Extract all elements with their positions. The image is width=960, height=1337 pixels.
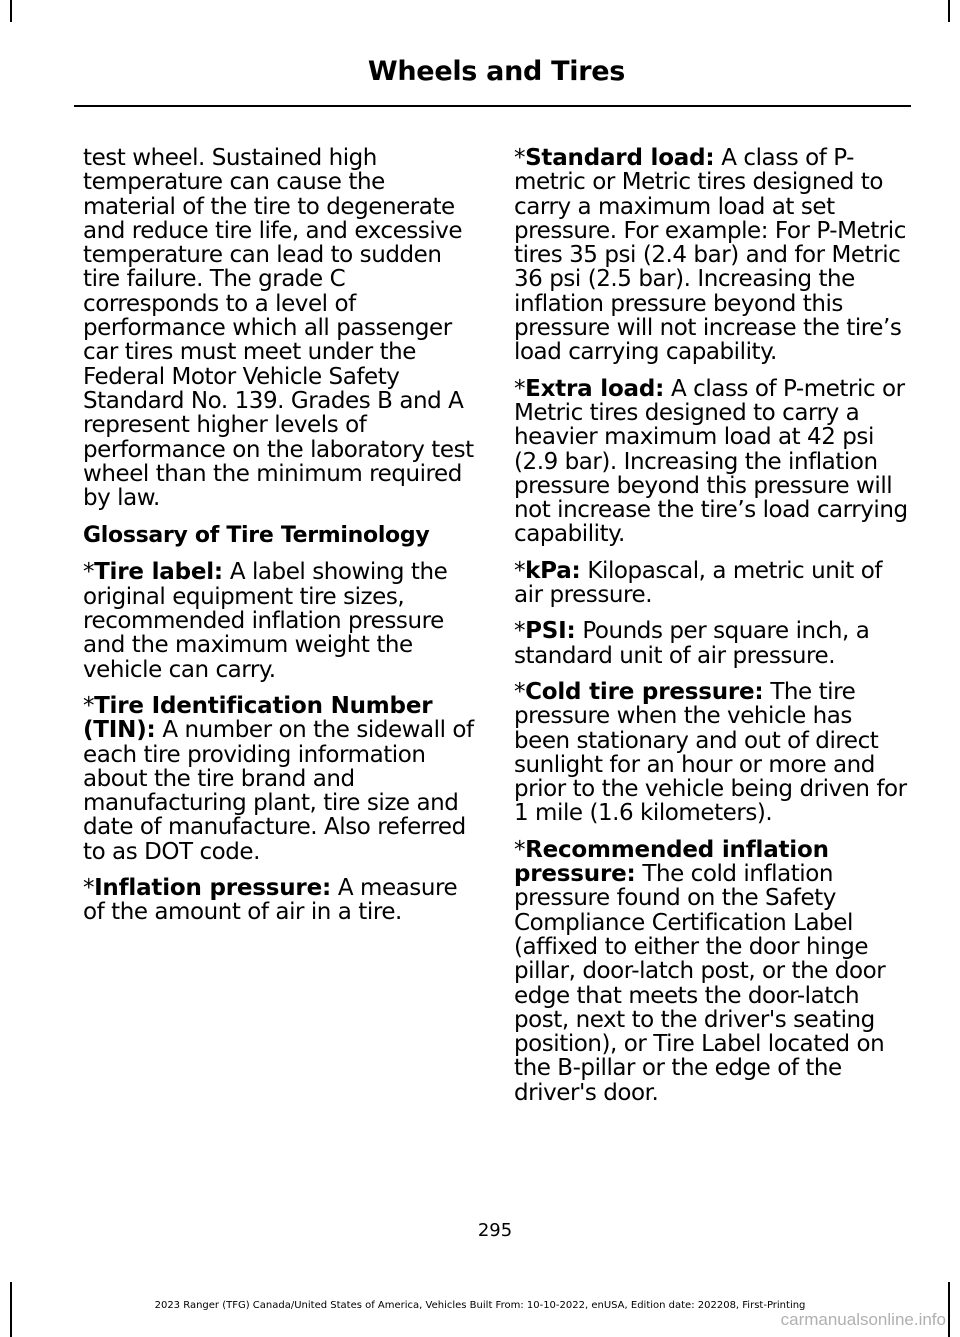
glossary-term: kPa: <box>525 557 581 584</box>
glossary-definition: A class of P-metric or Metric tires designed to carry a maximum load at set pressure. For example: For P-Metric tires 35 psi (2.4 bar) and for Metric 36 psi (2.5 bar). Increasing the inflation pressure beyond this pressure will not increase the tire’s load carrying capability. <box>514 145 906 366</box>
crop-mark-top-right <box>948 0 950 22</box>
glossary-definition: Kilopascal, a metric unit of air pressure. <box>514 557 882 609</box>
section-title: Wheels and Tires <box>367 56 625 87</box>
glossary-term: Cold tire pressure: <box>525 678 764 705</box>
glossary-heading: Glossary of Tire Terminology <box>83 523 430 549</box>
crop-mark-top-left <box>10 0 12 22</box>
glossary-entry-inflation-pressure: *Inflation pressure: A measure of the amount of air in a tire. <box>83 875 458 926</box>
glossary-entry-psi: *PSI: Pounds per square inch, a standard unit of air pressure. <box>514 618 870 669</box>
glossary-entry-extra-load: *Extra load: A class of P-metric or Metric tires designed to carry a heavier maximum load at 42 psi (2.9 bar). Increasing the inflation pressure beyond this pressure will not increase the tire’s load carrying capability. <box>514 375 908 548</box>
glossary-definition: The tire pressure when the vehicle has been stationary and out of direct sunlight for an hour or more and prior to the vehicle being driven for 1 mile (1.6 kilometers). <box>514 678 907 827</box>
glossary-term: PSI: <box>525 618 576 645</box>
glossary-entry-recommended-inflation-pressure: *Recommended inflation pressure: The cold inflation pressure found on the Safety Compliance Certification Label (affixed to either the door hinge pillar, door-latch post, or the door edge that meets the door-latch post, next to the driver's seating position), or Tire Label located on the B-pillar or the edge of the driver's door. <box>514 836 886 1106</box>
glossary-term: Inflation pressure: <box>94 875 331 902</box>
glossary-definition: Pounds per square inch, a standard unit of air pressure. <box>514 618 870 669</box>
glossary-definition: A class of P-metric or Metric tires designed to carry a heavier maximum load at 42 psi (2.9 bar). Increasing the inflation pressure beyond this pressure will not increase the tire’s load carrying capability. <box>514 375 908 548</box>
glossary-entry-tire-label: *Tire label: A label showing the original equipment tire sizes, recommended inflation pressure and the maximum weight the vehicle can carry. <box>83 559 448 683</box>
glossary-entry-kpa: *kPa: Kilopascal, a metric unit of air pressure. <box>514 557 882 609</box>
glossary-entry-cold-tire-pressure: *Cold tire pressure: The tire pressure when the vehicle has been stationary and out of direct sunlight for an hour or more and prior to the vehicle being driven for 1 mile (1.6 kilometers). <box>514 678 907 827</box>
glossary-definition: A measure of the amount of air in a tire. <box>83 875 458 926</box>
glossary-definition: A number on the sidewall of each tire providing information about the tire brand and manufacturing plant, tire size and date of manufacture. Also referred to as DOT code. <box>83 717 474 865</box>
glossary-term: Recommended inflation pressure: <box>514 836 829 888</box>
glossary-entry-tin: *Tire Identification Number (TIN): A number on the sidewall of each tire providing information about the tire brand and manufacturing plant, tire size and date of manufacture. Also referred to as DOT code. <box>83 692 474 865</box>
glossary-term: Extra load: <box>525 375 665 402</box>
glossary-definition: The cold inflation pressure found on the Safety Compliance Certification Label (affixed to either the door hinge pillar, door-latch post, or the door edge that meets the door-latch post, next to the driver's seating position), or Tire Label located on the B-pillar or the edge of the driver's door. <box>514 861 886 1106</box>
glossary-term: Tire label: <box>94 559 223 586</box>
edition-footer: 2023 Ranger (TFG) Canada/United States of America, Vehicles Built From: 10-10-2022, enUSA, Edition date: 202208, First-Printing <box>154 1300 806 1311</box>
watermark: carmanualsonline.info <box>780 1310 946 1329</box>
page-number: 295 <box>477 1220 513 1241</box>
glossary-definition: A label showing the original equipment tire sizes, recommended inflation pressure and the maximum weight the vehicle can carry. <box>83 559 448 683</box>
glossary-entry-standard-load: *Standard load: A class of P-metric or Metric tires designed to carry a maximum load at set pressure. For example: For P-Metric tires 35 psi (2.4 bar) and for Metric 36 psi (2.5 bar). Increasing the inflation pressure beyond this pressure will not increase the tire’s load carrying capability. <box>514 145 906 366</box>
left-column <box>83 146 478 937</box>
right-column <box>514 146 912 1117</box>
title-divider <box>74 105 911 107</box>
intro-paragraph: test wheel. Sustained high temperature can cause the material of the tire to degenerate and reduce tire life, and excessive temperature can lead to sudden tire failure. The grade C corresponds to a level of performance which all passenger car tires must meet under the Federal Motor Vehicle Safety Standard No. 139. Grades B and A represent higher levels of performance on the laboratory test wheel than the minimum required by law. <box>83 145 474 512</box>
glossary-term: Standard load: <box>525 145 715 171</box>
glossary-term: Tire Identification Number (TIN): <box>83 692 433 744</box>
